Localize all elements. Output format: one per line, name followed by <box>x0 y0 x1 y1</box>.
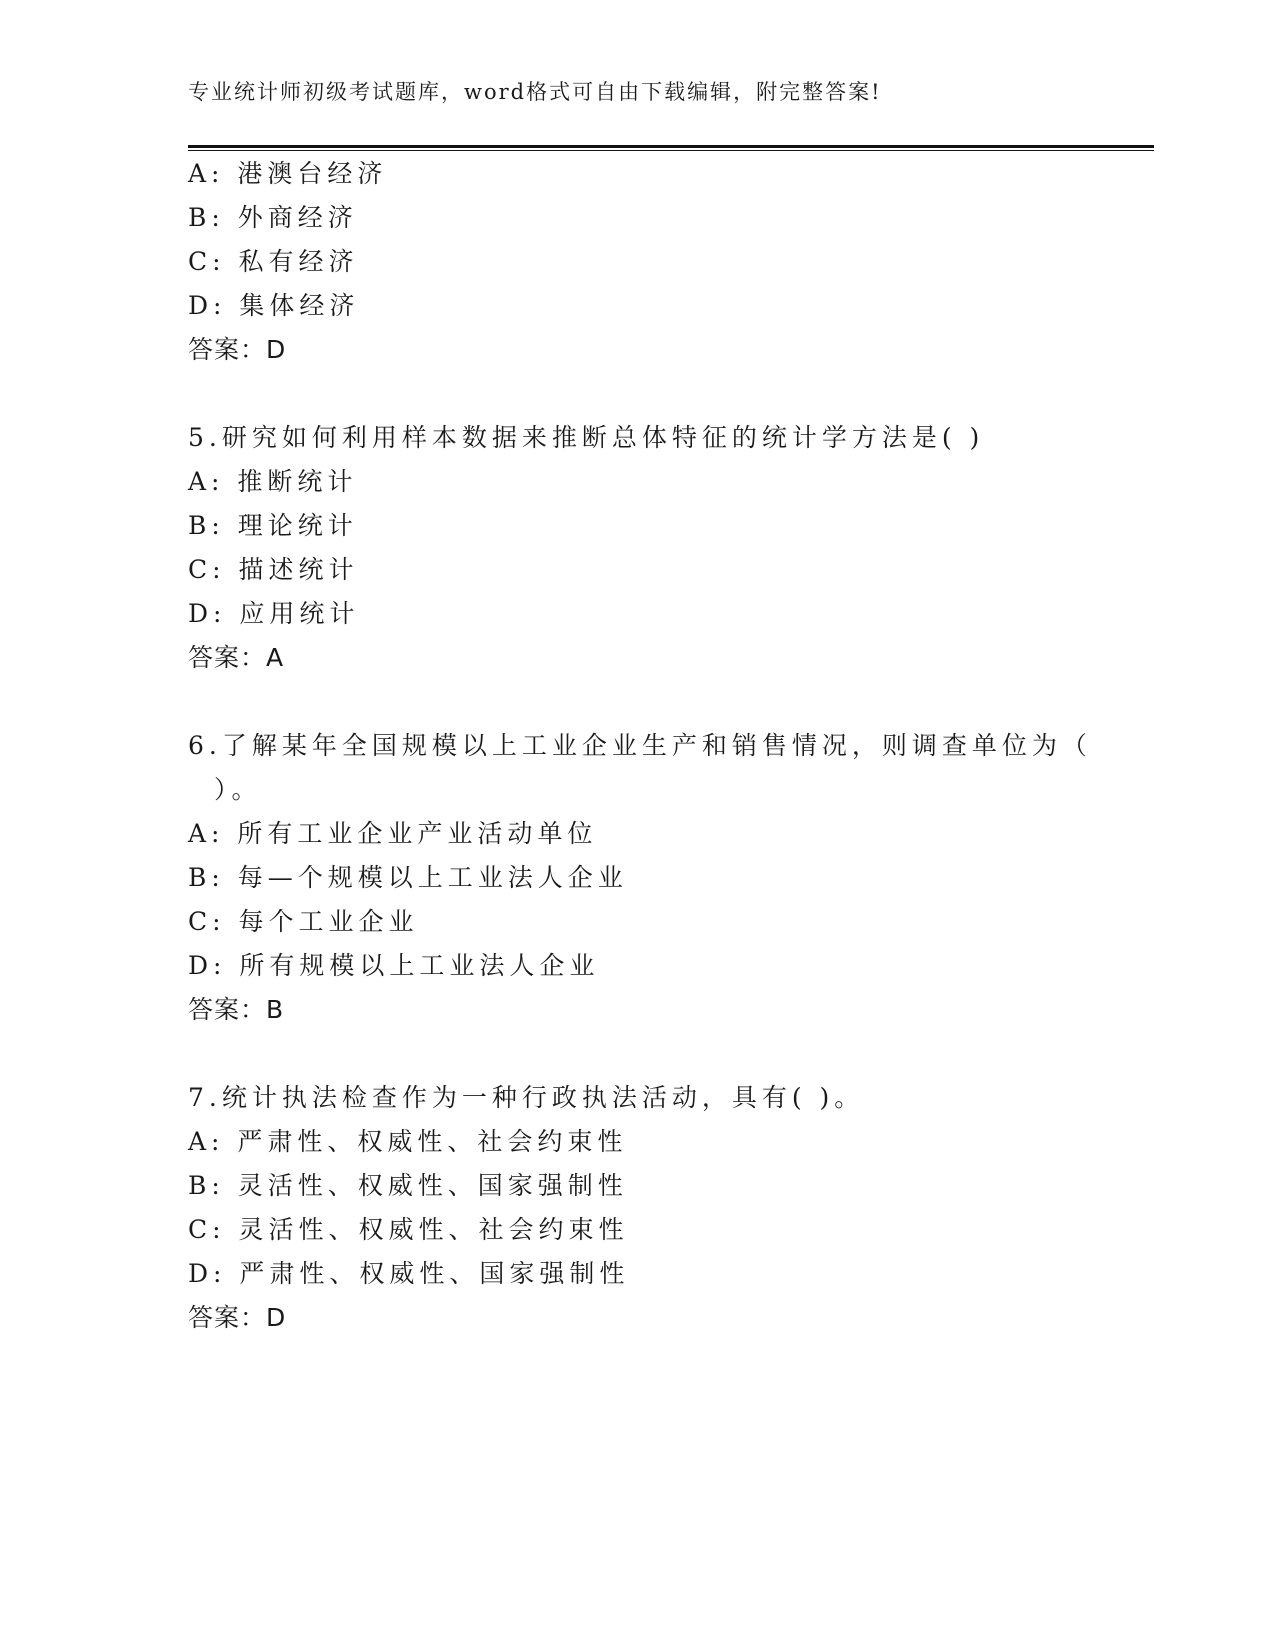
page-header-text: 专业统计师初级考试题库，word格式可自由下载编辑，附完整答案! <box>188 80 882 104</box>
q7-question: 7.统计执法检查作为一种行政执法活动，具有( )。 <box>188 1083 865 1112</box>
q6-answer: 答案：B <box>188 995 285 1024</box>
q4-option-b: B: 外商经济 <box>188 203 358 232</box>
q4-option-c: C: 私有经济 <box>188 247 359 276</box>
q4-answer: 答案：D <box>188 335 287 364</box>
q5-answer: 答案：A <box>188 643 285 672</box>
q7-option-a: A: 严肃性、权威性、社会约束性 <box>188 1127 628 1156</box>
q6-option-c: C: 每个工业企业 <box>188 907 419 936</box>
q7-option-c: C: 灵活性、权威性、社会约束性 <box>188 1215 629 1244</box>
q6-option-b: B: 每—个规模以上工业法人企业 <box>188 863 628 892</box>
q4-option-a: A: 港澳台经济 <box>188 159 388 188</box>
q7-option-b: B: 灵活性、权威性、国家强制性 <box>188 1171 628 1200</box>
q6-option-a: A: 所有工业企业产业活动单位 <box>188 819 598 848</box>
header-rule-thin <box>188 150 1154 151</box>
q5-option-a: A: 推断统计 <box>188 467 358 496</box>
q7-option-d: D: 严肃性、权威性、国家强制性 <box>188 1259 630 1288</box>
q7-answer: 答案：D <box>188 1303 287 1332</box>
q6-question-line2: ）。 <box>214 775 262 804</box>
q5-option-d: D: 应用统计 <box>188 599 360 628</box>
q6-question-line1: 6.了解某年全国规模以上工业企业生产和销售情况，则调查单位为（ <box>188 731 1092 760</box>
q5-option-b: B: 理论统计 <box>188 511 358 540</box>
q4-option-d: D: 集体经济 <box>188 291 360 320</box>
q5-question: 5.研究如何利用样本数据来推断总体特征的统计学方法是( ) <box>188 423 985 452</box>
q6-option-d: D: 所有规模以上工业法人企业 <box>188 951 600 980</box>
header-rule-thick <box>188 145 1154 148</box>
q5-option-c: C: 描述统计 <box>188 555 359 584</box>
